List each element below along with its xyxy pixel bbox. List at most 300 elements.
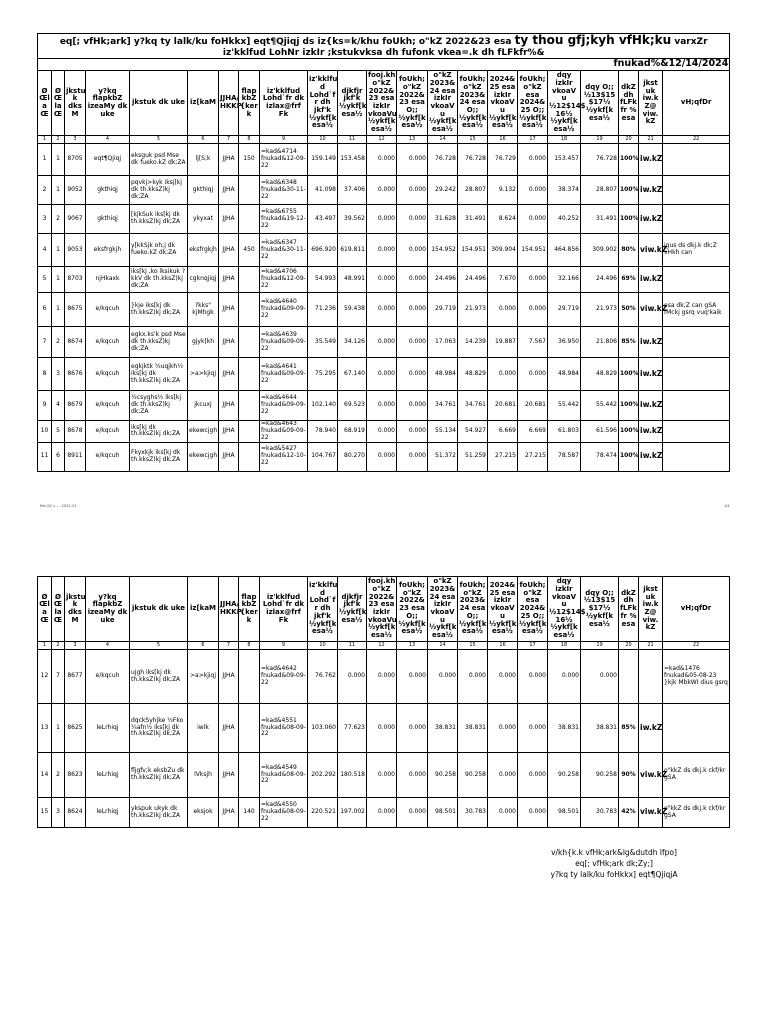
table-cell: 9.132 — [488, 176, 518, 205]
title-campaign: ty thou gfj;kyh vfHk;ku — [514, 33, 672, 47]
table-cell: 90% — [619, 753, 639, 798]
table-cell — [663, 442, 730, 471]
column-number: 21 — [639, 136, 663, 144]
table-cell: 0.000 — [488, 753, 518, 798]
table-cell: ujgh iks[kj dk th.kksZ)kj dk;ZA — [130, 650, 188, 704]
table-cell: 6 — [38, 293, 52, 327]
table-cell: 8625 — [65, 704, 86, 753]
table-cell: ekewcjgh — [188, 442, 219, 471]
table-cell: 4 — [52, 391, 65, 421]
table-cell — [239, 421, 260, 443]
table-cell — [663, 205, 730, 234]
column-number: 7 — [219, 642, 239, 650]
column-number: 20 — [619, 136, 639, 144]
column-header: jkstu k dks M — [65, 71, 86, 136]
column-header: dqy izkIr vkoaV u ½12$14$ 16½ ½ykf[k esa½ — [548, 71, 581, 136]
table-cell: 38.831 — [458, 704, 488, 753]
column-number: 9 — [260, 642, 308, 650]
table-cell: iw.kZ — [639, 327, 663, 358]
table-cell: JJHA — [219, 358, 239, 391]
table-cell: 38.831 — [581, 704, 619, 753]
table-cell: viw.kZ — [639, 753, 663, 798]
table-row — [38, 704, 730, 753]
table-cell: =kad&4639 fnukad&09-09-22 — [260, 327, 308, 358]
table-cell: e/kqcuh — [86, 421, 130, 443]
table-cell: 159.149 — [308, 144, 338, 176]
column-headers — [38, 577, 730, 642]
table-cell: e/kqcuh — [86, 442, 130, 471]
column-number: 19 — [581, 642, 619, 650]
table-cell — [663, 267, 730, 293]
column-header: foUkh; o"kZ 2022& 23 esa O;; ½ykf[k esa½ — [397, 577, 428, 642]
table-cell: 37.406 — [338, 176, 367, 205]
table-cell: cgknqjiqj — [188, 267, 219, 293]
column-header: Ø Œl a Œ — [38, 71, 52, 136]
table-cell: 42% — [619, 798, 639, 828]
table-cell: 77.623 — [338, 704, 367, 753]
table-cell: 3 — [52, 798, 65, 828]
column-number: 15 — [458, 136, 488, 144]
table-cell: 0.000 — [428, 650, 458, 704]
table-cell: 5 — [52, 421, 65, 443]
table-cell: 98.501 — [428, 798, 458, 828]
table-cell: 309.904 — [488, 234, 518, 267]
table-cell: 30.783 — [581, 798, 619, 828]
column-header: jkstuk dk uke — [130, 71, 188, 136]
table-cell: Fkyxkjk iks[kj dk th.kksZ)kj dk;ZA — [130, 442, 188, 471]
column-header: djkfjr jkf'k ½ykf[k esa½ — [338, 71, 367, 136]
column-number: 1 — [38, 136, 52, 144]
table-cell: 1 — [52, 267, 65, 293]
table-cell: 13 — [38, 704, 52, 753]
table-cell: ?kks" kjMhgk — [188, 293, 219, 327]
table-cell: eksguk psd Mse dk fueko.kZ dk;ZA — [130, 144, 188, 176]
date-row — [38, 59, 730, 71]
table-cell: 0.000 — [397, 144, 428, 176]
table-cell: 3 — [52, 358, 65, 391]
table-body — [38, 650, 730, 828]
table-cell: JJHA — [219, 442, 239, 471]
scheme-status-table-page2 — [37, 576, 730, 828]
table-cell: 0.000 — [367, 267, 397, 293]
column-header: y?kq flapkbZ izeaMy dk uke — [86, 71, 130, 136]
table-cell: =kad&5427 fnukad&12-10-22 — [260, 442, 308, 471]
table-cell — [239, 358, 260, 391]
table-cell — [239, 293, 260, 327]
table-cell: 9067 — [65, 205, 86, 234]
table-cell: 1 — [52, 176, 65, 205]
print-footer-path: file:///C:/... - 2022-23 — [40, 504, 77, 508]
column-number: 17 — [518, 642, 548, 650]
table-cell: 0.000 — [518, 293, 548, 327]
table-cell: 7 — [38, 327, 52, 358]
table-cell: 9053 — [65, 234, 86, 267]
column-number: 18 — [548, 642, 581, 650]
table-cell: 0.000 — [367, 327, 397, 358]
table-cell — [239, 753, 260, 798]
table-cell: 6 — [52, 442, 65, 471]
table-cell: 0.000 — [367, 176, 397, 205]
column-number: 14 — [428, 642, 458, 650]
table-cell: JJHA — [219, 704, 239, 753]
table-row — [38, 650, 730, 704]
table-cell: 202.292 — [308, 753, 338, 798]
table-cell: iw.kZ — [639, 421, 663, 443]
table-cell: 0.000 — [367, 650, 397, 704]
table-cell: 68.919 — [338, 421, 367, 443]
table-cell — [239, 327, 260, 358]
column-number: 3 — [65, 136, 86, 144]
table-cell: 1 — [52, 704, 65, 753]
column-header: dkZ dh fLFk fr % esa — [619, 71, 639, 136]
column-header: vH;qfDr — [663, 71, 730, 136]
table-cell: lVksjh — [188, 753, 219, 798]
column-number: 7 — [219, 136, 239, 144]
table-cell: =kad&4551 fnukad&08-09-22 — [260, 704, 308, 753]
column-header: foUkh; o"kZ esa 2024& 25 O;; ½ykf[k esa½ — [518, 577, 548, 642]
table-cell: 8678 — [65, 421, 86, 443]
table-cell: 8676 — [65, 358, 86, 391]
table-cell: 8.624 — [488, 205, 518, 234]
title-text-end: varxZr — [674, 37, 708, 47]
table-cell: 5 — [38, 267, 52, 293]
table-cell: 0.000 — [397, 442, 428, 471]
table-cell: 12 — [38, 650, 52, 704]
table-cell: leLrhiqj — [86, 753, 130, 798]
table-cell: 0.000 — [488, 358, 518, 391]
column-header: foUkh; o"kZ 2023& 24 esa O;; ½ykf[k esa½ — [458, 577, 488, 642]
column-header: djkfjr jkf'k ½ykf[k esa½ — [338, 577, 367, 642]
table-cell: 31.491 — [581, 205, 619, 234]
table-cell: 90.258 — [428, 753, 458, 798]
table-cell: 34.761 — [458, 391, 488, 421]
table-cell: egkx.ks'k psd Mse dk th.kksZ)kj dk;ZA — [130, 327, 188, 358]
table-cell — [663, 358, 730, 391]
table-cell: 24.496 — [581, 267, 619, 293]
table-cell — [639, 650, 663, 704]
table-cell: 40.252 — [548, 205, 581, 234]
table-cell: 100% — [619, 358, 639, 391]
table-cell: 0.000 — [367, 205, 397, 234]
table-cell: e/kqcuh — [86, 391, 130, 421]
column-header: jkst uk iw.k Z@ viw. kZ — [639, 71, 663, 136]
column-header: jkstu k dks M — [65, 577, 86, 642]
table-cell: 48.991 — [338, 267, 367, 293]
table-cell: leLrhiqj — [86, 704, 130, 753]
table-cell: egkjktk ½uqjkh½ iks[kj dk th.kksZ)kj dk;ZA — [130, 358, 188, 391]
table-cell: 0.000 — [367, 704, 397, 753]
report-date: fnukad%&12/14/2024 — [613, 58, 729, 70]
table-cell: iks[kj ,ko lksikuk ?kkV dk th.kksZ)kj dk;ZA — [130, 267, 188, 293]
table-cell: 0.000 — [488, 293, 518, 327]
table-cell: 90.258 — [458, 753, 488, 798]
table-cell: JJHA — [219, 327, 239, 358]
table-cell: gkthiqj — [86, 205, 130, 234]
table-cell: 9 — [38, 391, 52, 421]
column-number: 8 — [239, 136, 260, 144]
column-number: 6 — [188, 136, 219, 144]
table-cell: 8677 — [65, 650, 86, 704]
table-cell: 28.807 — [458, 176, 488, 205]
column-number: 3 — [65, 642, 86, 650]
table-cell: 180.518 — [338, 753, 367, 798]
table-cell: 0.000 — [397, 358, 428, 391]
table-cell: 27.215 — [488, 442, 518, 471]
table-cell — [239, 391, 260, 421]
table-cell: 8674 — [65, 327, 86, 358]
table-cell — [663, 176, 730, 205]
title-row — [38, 34, 730, 59]
table-cell: 100% — [619, 144, 639, 176]
table-cell: 220.521 — [308, 798, 338, 828]
column-header: iz[kaM — [188, 577, 219, 642]
column-number: 2 — [52, 136, 65, 144]
table-cell: 98.501 — [548, 798, 581, 828]
table-cell: 0.000 — [397, 267, 428, 293]
column-header: foUkh; o"kZ esa 2024& 25 O;; ½ykf[k esa½ — [518, 71, 548, 136]
table-cell: 24.496 — [458, 267, 488, 293]
column-header: foUkh; o"kZ 2023& 24 esa O;; ½ykf[k esa½ — [458, 71, 488, 136]
table-cell: 150 — [239, 144, 260, 176]
table-cell: =kad&4644 fnukad&09-09-22 — [260, 391, 308, 421]
table-cell: 0.000 — [488, 798, 518, 828]
table-cell: 0.000 — [397, 327, 428, 358]
column-number: 15 — [458, 642, 488, 650]
table-cell: 48.829 — [458, 358, 488, 391]
column-header: dqy O;; ½13$15 $17½ ½ykf[k esa½ — [581, 577, 619, 642]
table-cell: iw.kZ — [639, 391, 663, 421]
table-cell: 154.951 — [458, 234, 488, 267]
column-number: 20 — [619, 642, 639, 650]
column-header: fooj.kh o"kZ 2022& 23 esa izkIr vkoaVu ½ykf[k esa½ — [367, 71, 397, 136]
table-cell — [239, 176, 260, 205]
table-cell: 7 — [52, 650, 65, 704]
table-cell: 34.761 — [428, 391, 458, 421]
table-cell: iw.kZ — [639, 267, 663, 293]
table-cell: 20.681 — [518, 391, 548, 421]
table-cell: =kad&4714 fnukad&12-09-22 — [260, 144, 308, 176]
table-cell: 21.806 — [581, 327, 619, 358]
table-cell: 48.984 — [428, 358, 458, 391]
table-cell: 3 — [38, 205, 52, 234]
table-cell: 309.902 — [581, 234, 619, 267]
table-cell: eksjok — [188, 798, 219, 828]
table-cell: 0.000 — [397, 650, 428, 704]
table-cell: jkcuxj — [188, 391, 219, 421]
table-cell: 1 — [38, 144, 52, 176]
table-cell: 8705 — [65, 144, 86, 176]
column-number: 16 — [488, 642, 518, 650]
table-cell: 59.438 — [338, 293, 367, 327]
column-number: 13 — [397, 136, 428, 144]
table-cell: =kad&6348 fnukad&30-11-22 — [260, 176, 308, 205]
table-cell: =kad&6755 fnukad&19-12-22 — [260, 205, 308, 234]
column-number: 8 — [239, 642, 260, 650]
table-cell: =kad&4549 fnukad&08-09-22 — [260, 753, 308, 798]
table-cell: 0.000 — [518, 267, 548, 293]
column-number: 4 — [86, 642, 130, 650]
table-cell: JJHA — [219, 421, 239, 443]
table-cell: ykyxat — [188, 205, 219, 234]
table-cell: ykspuk ukyk dk th.kksZ)kj dk;ZA — [130, 798, 188, 828]
table-cell: 11 — [38, 442, 52, 471]
table-cell: 85% — [619, 704, 639, 753]
table-cell: 67.140 — [338, 358, 367, 391]
table-body — [38, 144, 730, 472]
table-cell: 31.628 — [428, 205, 458, 234]
table-cell: 154.951 — [518, 234, 548, 267]
column-header: foUkh; o"kZ 2022& 23 esa O;; ½ykf[k esa½ — [397, 71, 428, 136]
table-cell: 6.669 — [488, 421, 518, 443]
table-cell: 36.950 — [548, 327, 581, 358]
table-cell: 2 — [52, 753, 65, 798]
column-number: 21 — [639, 642, 663, 650]
table-cell: JJHA — [219, 176, 239, 205]
table-cell: 78.940 — [308, 421, 338, 443]
table-cell: 19.887 — [488, 327, 518, 358]
table-cell: JJHA — [219, 144, 239, 176]
table-row — [38, 421, 730, 443]
table-cell: 8675 — [65, 293, 86, 327]
table-cell: 38.831 — [548, 704, 581, 753]
column-header: o"kZ 2023& 24 esa izkIr vkoaV u ½ykf[k esa½ — [428, 577, 458, 642]
column-number: 16 — [488, 136, 518, 144]
table-cell: 76.729 — [488, 144, 518, 176]
table-cell: 8624 — [65, 798, 86, 828]
column-number: 12 — [367, 136, 397, 144]
table-cell — [619, 650, 639, 704]
column-number: 2 — [52, 642, 65, 650]
table-cell — [239, 267, 260, 293]
table-cell: lj[S;k — [188, 144, 219, 176]
table-cell: 55.442 — [581, 391, 619, 421]
table-cell: 39.562 — [338, 205, 367, 234]
column-number: 12 — [367, 642, 397, 650]
table-cell: eksfrgkjh — [86, 234, 130, 267]
table-cell: 34.126 — [338, 327, 367, 358]
table-cell: y[kkSjk oh;j dk fueko.kZ dk;ZA — [130, 234, 188, 267]
column-number: 10 — [308, 136, 338, 144]
table-cell: gjyk[kh — [188, 327, 219, 358]
table-row — [38, 293, 730, 327]
table-cell: 29.242 — [428, 176, 458, 205]
table-cell: ekewcjgh — [188, 421, 219, 443]
table-cell: 76.728 — [458, 144, 488, 176]
table-cell: 0.000 — [488, 704, 518, 753]
table-cell: 50% — [619, 293, 639, 327]
column-header: Ø Œ la Œ — [52, 577, 65, 642]
column-header: jkstuk dk uke — [130, 577, 188, 642]
column-header: jkst uk iw.k Z@ viw. kZ — [639, 577, 663, 642]
table-cell: 0.000 — [397, 421, 428, 443]
table-cell: 78.587 — [548, 442, 581, 471]
table-cell: 0.000 — [397, 293, 428, 327]
table-row — [38, 327, 730, 358]
column-header: 2024& 25 esa izkIr vkoaV u ½ykf[k esa½ — [488, 577, 518, 642]
table-cell: gkthiqj — [188, 176, 219, 205]
table-cell: 0.000 — [367, 293, 397, 327]
table-cell: viw.kZ — [639, 798, 663, 828]
table-cell: 0.000 — [397, 205, 428, 234]
table-row — [38, 358, 730, 391]
table-cell: iw.kZ — [639, 205, 663, 234]
table-cell: =kad&1476 fnukad&05-08-23 }kjk MbkWI dius gsrq — [663, 650, 730, 704]
table-cell: 140 — [239, 798, 260, 828]
table-cell: 10 — [38, 421, 52, 443]
table-cell: 14.239 — [458, 327, 488, 358]
table-cell: 0.000 — [367, 442, 397, 471]
table-cell: 9052 — [65, 176, 86, 205]
column-header: iz'kklfu d Lohd`f r dh jkf'k ½ykf[k esa½ — [308, 577, 338, 642]
title-subline: iz'kklfud LohNr izkIr ;kstukvksa dh fufonk vkea=.k dh fLFkfr%& — [222, 47, 545, 58]
table-cell: 0.000 — [518, 753, 548, 798]
table-cell: e/kqcuh — [86, 293, 130, 327]
table-cell: 0.000 — [518, 144, 548, 176]
table-cell: jgus ds dkj.k dk;Z vHkh can — [663, 234, 730, 267]
column-header: flap kbZ {ker k — [239, 71, 260, 136]
table-cell — [663, 421, 730, 443]
table-cell: 31.491 — [458, 205, 488, 234]
table-cell: 0.000 — [367, 144, 397, 176]
table-cell: 104.767 — [308, 442, 338, 471]
table-cell: ½csyghs½ iks[kj dk th.kksZ)kj dk;ZA — [130, 391, 188, 421]
table-row — [38, 205, 730, 234]
table-cell: 76.728 — [581, 144, 619, 176]
table-cell: 1 — [52, 144, 65, 176]
table-cell: 0.000 — [518, 704, 548, 753]
table-cell: 8703 — [65, 267, 86, 293]
table-cell: 30.783 — [458, 798, 488, 828]
table-cell: 41.098 — [308, 176, 338, 205]
table-cell: viw.kZ — [639, 293, 663, 327]
scheme-status-table-page1 — [37, 33, 730, 472]
table-cell: 55.134 — [428, 421, 458, 443]
table-cell: 100% — [619, 442, 639, 471]
table-cell: 0.000 — [518, 358, 548, 391]
table-cell: e/kqcuh — [86, 327, 130, 358]
column-header: y?kq flapkbZ izeaMy dk uke — [86, 577, 130, 642]
column-number: 5 — [130, 136, 188, 144]
table-cell: 2 — [52, 205, 65, 234]
table-cell: 0.000 — [458, 650, 488, 704]
table-row — [38, 753, 730, 798]
column-number: 9 — [260, 136, 308, 144]
table-cell: 38.831 — [428, 704, 458, 753]
table-cell: 100% — [619, 391, 639, 421]
table-cell: 0.000 — [367, 421, 397, 443]
table-cell: 619.811 — [338, 234, 367, 267]
table-cell: 0.000 — [397, 391, 428, 421]
table-cell: fljgfv;k eksbZu dk th.kksZ)kj dk;ZA — [130, 753, 188, 798]
table-cell: 90.258 — [581, 753, 619, 798]
table-cell: 54.993 — [308, 267, 338, 293]
table-row — [38, 267, 730, 293]
table-cell: =kad&6347 fnukad&30-11-22 — [260, 234, 308, 267]
table-cell: 8911 — [65, 442, 86, 471]
signature-line-2: eq[; vfHk;ark dk;Zy;] — [575, 859, 653, 868]
table-cell: 0.000 — [397, 176, 428, 205]
table-cell: 69% — [619, 267, 639, 293]
table-cell — [663, 327, 730, 358]
table-cell: 100% — [619, 421, 639, 443]
table-cell: 8679 — [65, 391, 86, 421]
table-cell: 32.166 — [548, 267, 581, 293]
table-cell: [kjkSuk iks[kj dk th.kksZ)kj dk;ZA — [130, 205, 188, 234]
table-cell: 0.000 — [397, 234, 428, 267]
table-cell: 71.236 — [308, 293, 338, 327]
table-cell: pqvkj>kyk iksj[kj dk th.kksZ)kj dk;ZA — [130, 176, 188, 205]
table-cell: eqt¶Qjiqj — [86, 144, 130, 176]
